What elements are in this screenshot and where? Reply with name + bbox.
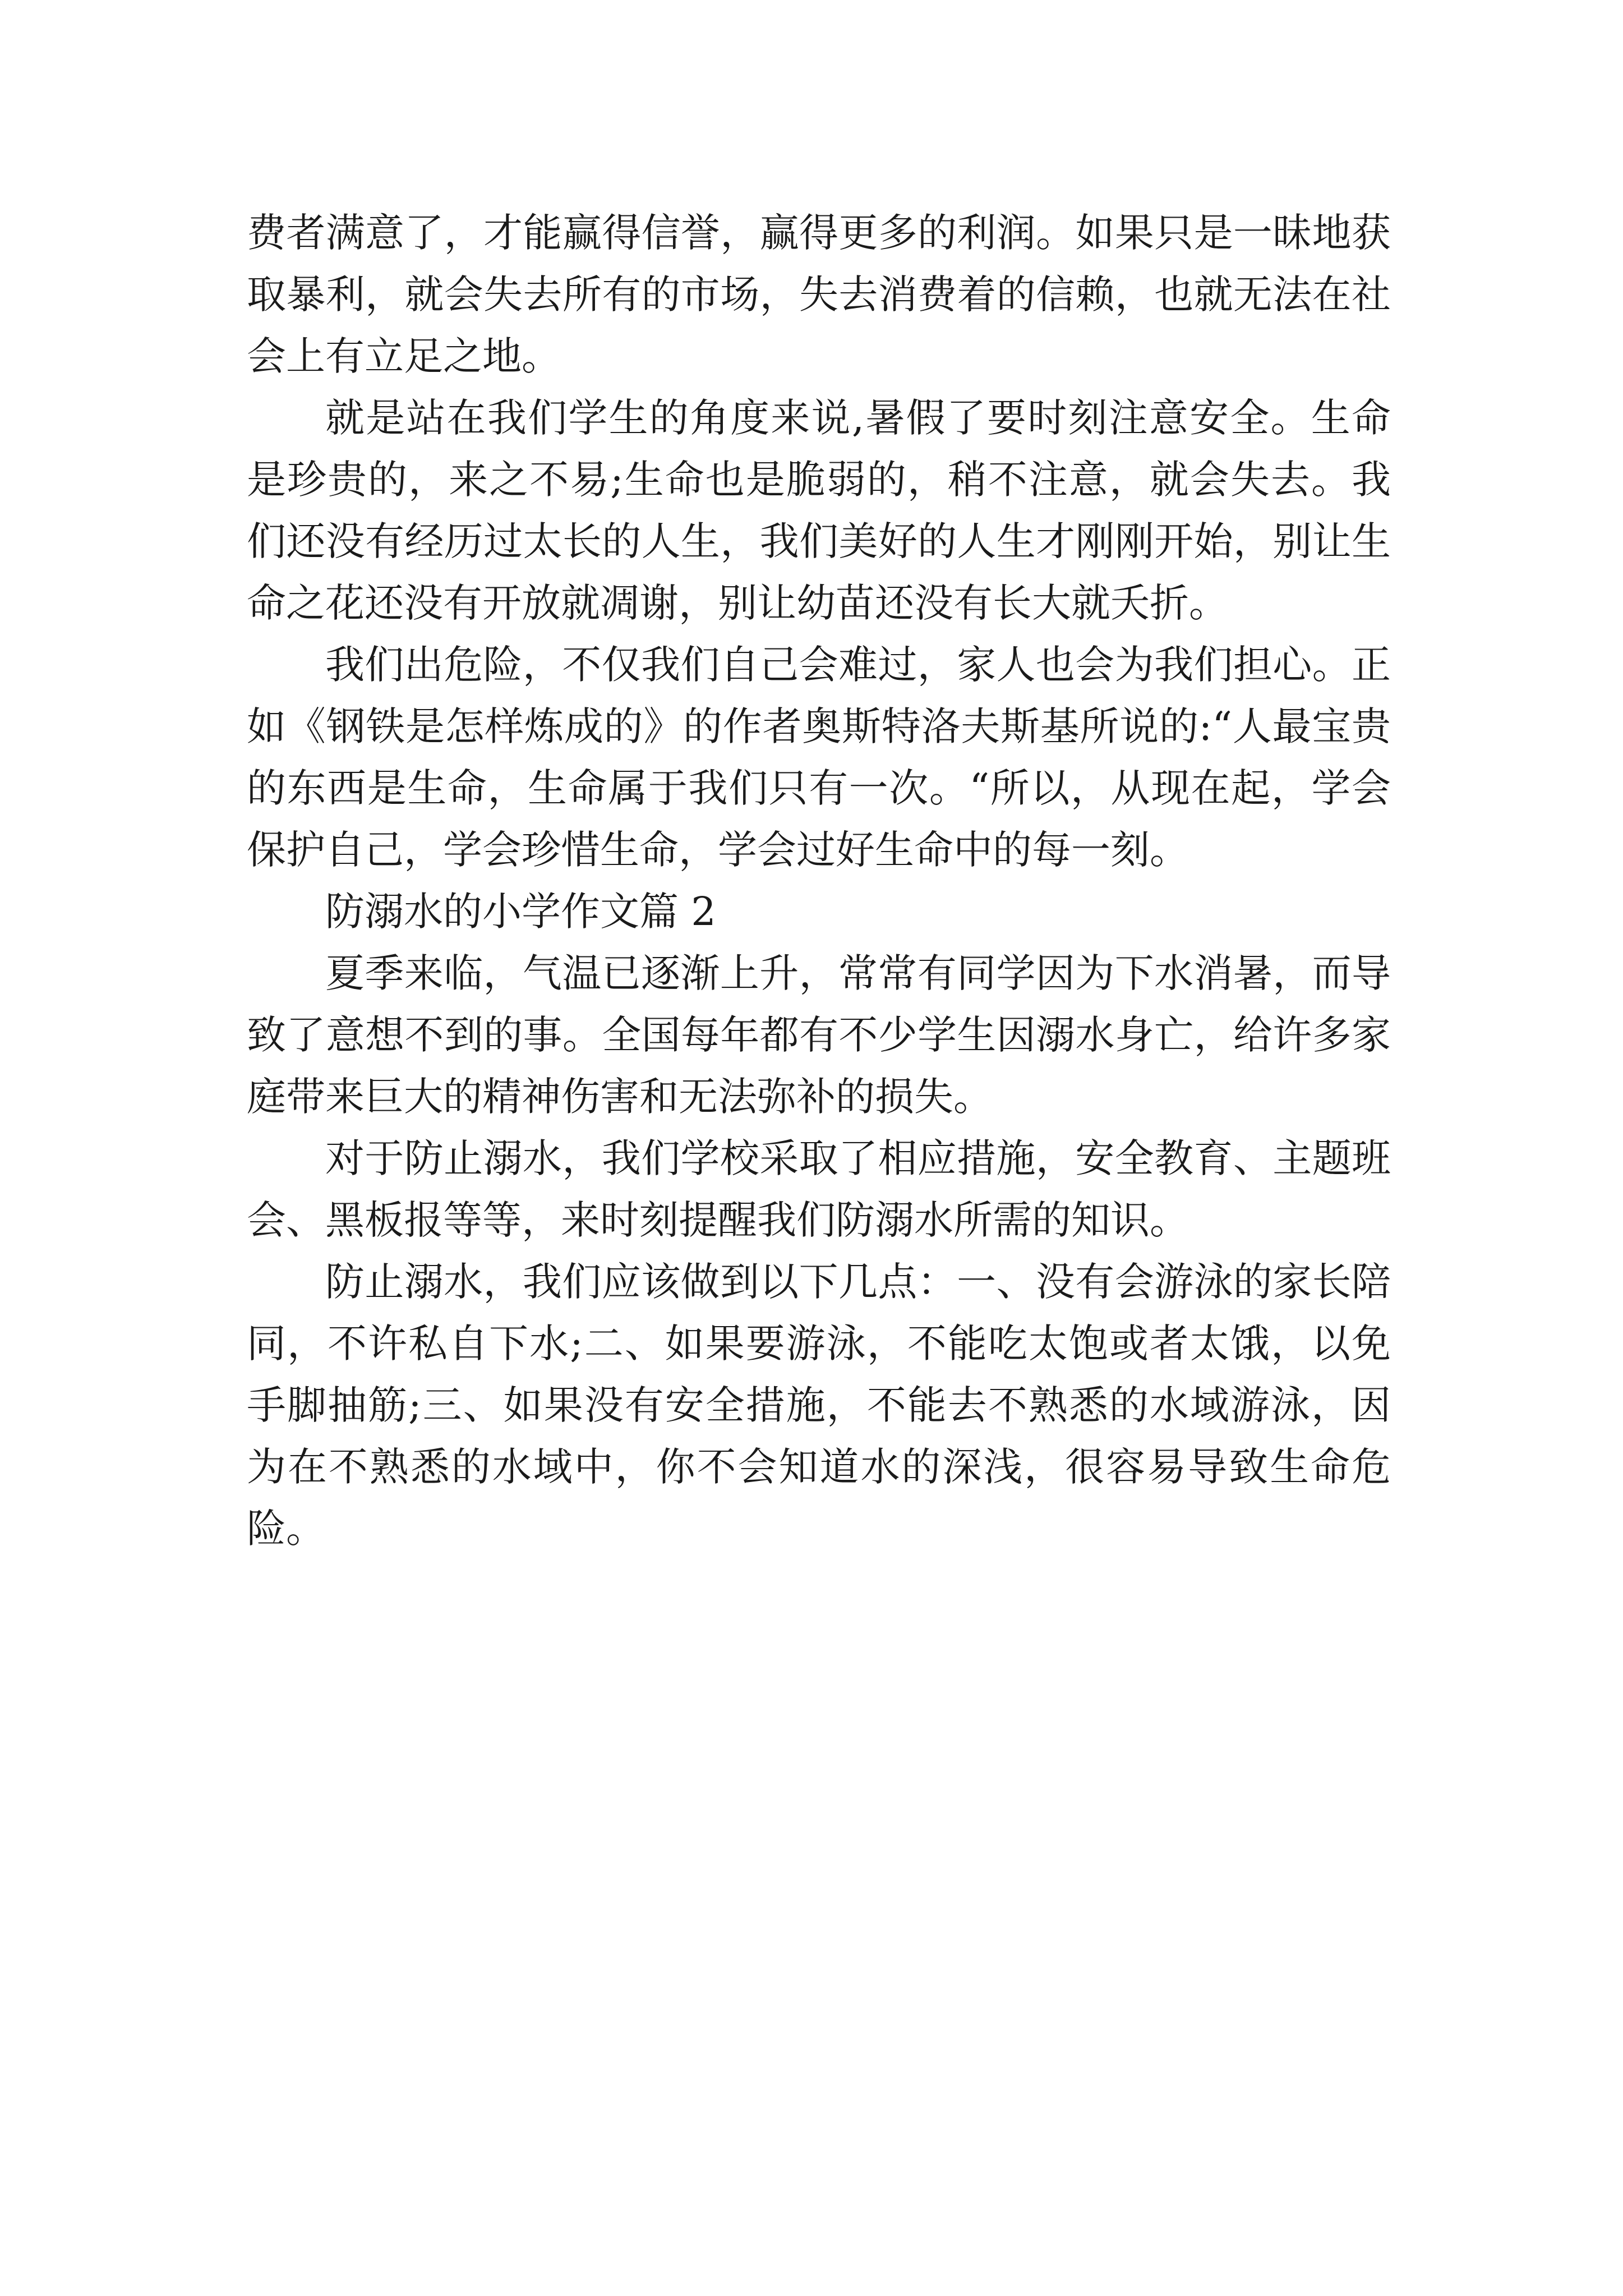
document-body (247, 202, 1391, 1559)
paragraph-summer-drowning: 夏季来临，气温已逐渐上升，常常有同学因为下水消暑，而导致了意想不到的事。全国每年都有不少学生因溺水身亡，给许多家庭带来巨大的精神伤害和无法弥补的损失。 (247, 950, 1391, 1120)
paragraph-prevention-points: 防止溺水，我们应该做到以下几点：一、没有会游泳的家长陪同，不许私自下水;二、如果要游泳，不能吃太饱或者太饿，以免手脚抽筋;三、如果没有安全措施，不能去不熟悉的水域游泳，因为在不熟悉的水域中，你不会知道水的深浅，很容易导致生命危险。 (247, 1259, 1391, 1552)
paragraph-school-measures: 对于防止溺水，我们学校采取了相应措施，安全教育、主题班会、黑板报等等，来时刻提醒我们防溺水所需的知识。 (247, 1135, 1391, 1243)
paragraph-cherish-life: 我们出危险，不仅我们自己会难过，家人也会为我们担心。正如《钢铁是怎样炼成的》的作者奥斯特洛夫斯基所说的:“人最宝贵的东西是生命，生命属于我们只有一次。“所以，从现在起，学会保护自己，学会珍惜生命，学会过好生命中的每一刻。 (247, 642, 1391, 873)
paragraph-summer-safety: 就是站在我们学生的角度来说,暑假了要时刻注意安全。生命是珍贵的，来之不易;生命也是脆弱的，稍不注意，就会失去。我们还没有经历过太长的人生，我们美好的人生才刚刚开始，别让生命之花还没有开放就凋谢，别让幼苗还没有长大就夭折。 (247, 395, 1391, 626)
paragraph-continuation: 费者满意了，才能赢得信誉，赢得更多的利润。如果只是一昧地获取暴利，就会失去所有的市场，失去消费着的信赖，也就无法在社会上有立足之地。 (247, 210, 1391, 379)
section-heading: 防溺水的小学作文篇 2 (325, 889, 716, 935)
